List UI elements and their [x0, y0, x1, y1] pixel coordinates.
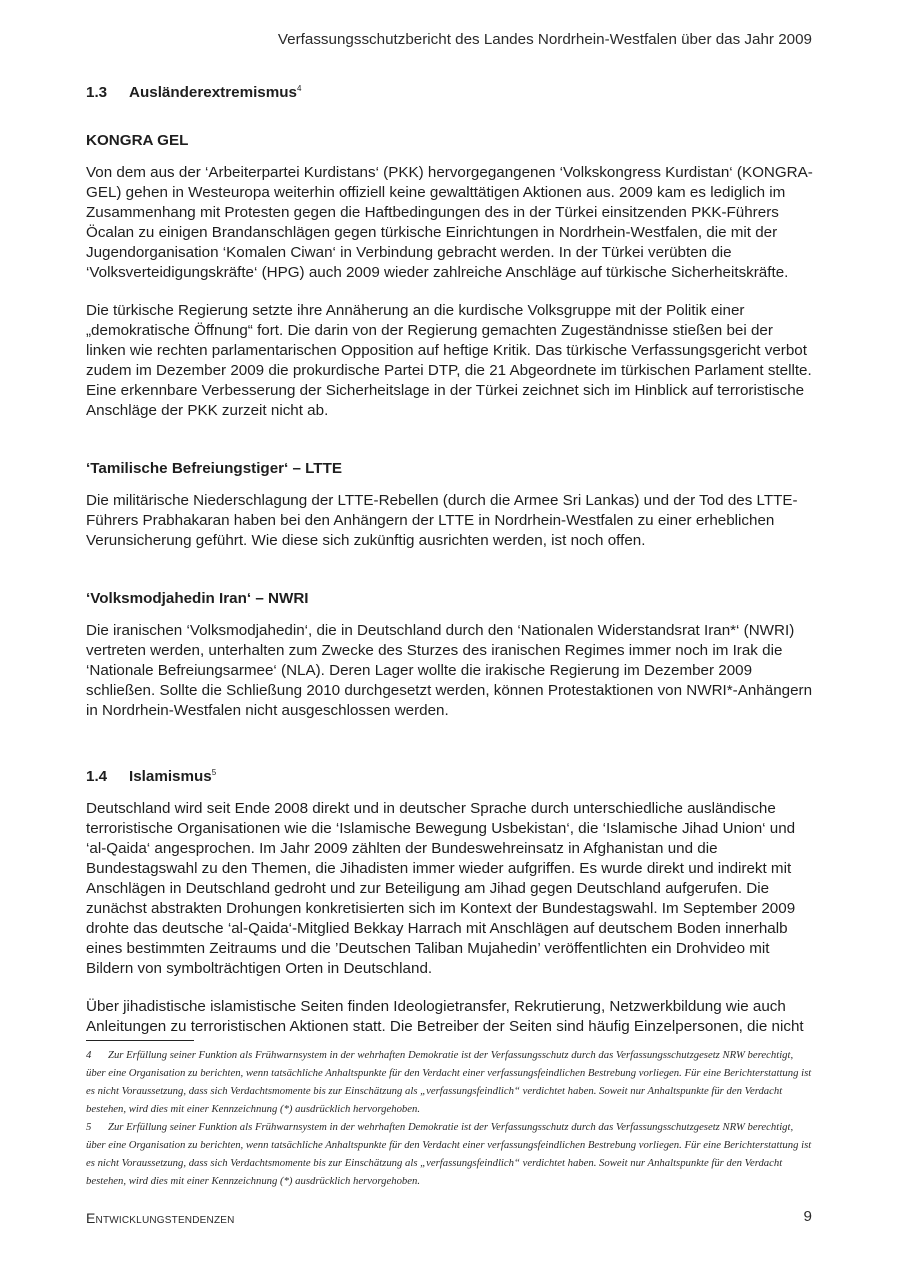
footnote-text: Zur Erfüllung seiner Funktion als Frühwarnsystem in der wehrhaften Demokratie ist der Verfassungsschutz durch das Verfassungsschutzgesetz NRW berechtigt, über eine Organisation zu berichten, wenn tatsächliche Anhaltspunkte für den Verdacht einer verfassungsfeindlichen Bestrebung vorliegen. Für eine Berichterstattung ist es nicht Voraussetzung, dass sich Verdachtsmomente bis zur Einschätzung als „verfassungsfeindlich“ verdichtet haben. Soweit nur Anhaltspunkte für den Verdacht bestehen, wird dies mit einer Kennzeichnung (*) ausdrücklich hervorgehoben. [86, 1049, 812, 1115]
footnote-number: 5 [86, 1121, 92, 1133]
heading-kongra-gel: KONGRA GEL [86, 132, 189, 149]
footnote-ref-5[interactable]: 5 [211, 767, 217, 777]
heading-nwri: ‘Volksmodjahedin Iran‘ – NWRI [86, 590, 309, 607]
running-header: Verfassungsschutzbericht des Landes Nordrhein-Westfalen über das Jahr 2009 [277, 31, 812, 48]
section-heading-1-3 [86, 83, 814, 103]
section-number: 1.3 [86, 84, 108, 101]
footnote-number: 4 [86, 1049, 92, 1061]
footnote-5 [86, 1118, 814, 1190]
section-heading-1-4 [86, 767, 814, 787]
paragraph-kongra-2: Die türkische Regierung setzte ihre Annäherung an die kurdische Volksgruppe mit der Politik einer „demokratische Öffnung“ fort. Die darin von der Regierung gemachten Zugeständnisse stießen bei der linken wie rechten parlamentarischen Opposition auf heftige Kritik. Das türkische Verfassungsgericht verbot zudem im Dezember 2009 die prokurdische Partei DTP, die 21 Abgeordnete im türkischen Parlament stellte. Eine erkennbare Verbesserung der Sicherheitslage in der Türkei zeichnet sich im Hinblick auf terroristische Anschläge der PKK zurzeit nicht ab. [86, 302, 812, 419]
paragraph-islamismus-2: Über jihadistische islamistische Seiten finden Ideologietransfer, Rekrutierung, Netzwerkbildung wie auch Anleitungen zu terroristischen Aktionen statt. Die Betreiber der Seiten sind häufig Einzelpersonen, die nicht [86, 998, 804, 1035]
footnote-divider [86, 1040, 194, 1041]
paragraph-ltte: Die militärische Niederschlagung der LTTE-Rebellen (durch die Armee Sri Lankas) und der Tod des LTTE-Führers Prabhakaran haben bei den Anhängern der LTTE in Nordrhein-Westfalen zu einer erheblichen Verunsicherung geführt. Wie diese sich zukünftig ausrichten werden, ist noch offen. [86, 492, 798, 549]
paragraph-kongra-1: Von dem aus der ‘Arbeiterpartei Kurdistans‘ (PKK) hervorgegangenen ‘Volkskongress Kurdistan‘ (KONGRA-GEL) gehen in Westeuropa weiterhin offiziell keine gewalttätigen Aktionen aus. 2009 kam es lediglich im Zusammenhang mit Protesten gegen die Haftbedingungen des in der Türkei einsitzenden PKK-Führers Öcalan zu einigen Brandanschlägen gegen türkische Einrichtungen in Nordrhein-Westfalen, die mit der Jugendorganisation ‘Komalen Ciwan‘ in Verbindung gebracht werden. In der Türkei verübten die ‘Volksverteidigungskräfte‘ (HPG) auch 2009 wieder zahlreiche Anschläge auf türkische Sicherheitskräfte. [86, 164, 813, 281]
page-number: 9 [803, 1208, 812, 1225]
footnote-4 [86, 1046, 814, 1118]
footnotes [86, 1046, 814, 1190]
footer-chapter-title: Entwicklungstendenzen [86, 1210, 235, 1226]
paragraph-nwri: Die iranischen ‘Volksmodjahedin‘, die in Deutschland durch den ‘Nationalen Widerstandsrat Iran*‘ (NWRI) vertreten werden, unterhalten zum Zwecke des Sturzes des iranischen Regimes immer noch im Irak die ‘Nationale Befreiungsarmee‘ (NLA). Deren Lager wollte die irakische Regierung im Dezember 2009 schließen. Sollte die Schließung 2010 durchgesetzt werden, können Protestaktionen von NWRI*-Anhängern in Nordrhein-Westfalen nicht ausgeschlossen werden. [86, 622, 813, 719]
section-title: Islamismus [129, 768, 212, 785]
page-content [86, 80, 814, 1037]
footnote-ref-4[interactable]: 4 [296, 83, 302, 93]
section-number: 1.4 [86, 768, 108, 785]
footnote-text: Zur Erfüllung seiner Funktion als Frühwarnsystem in der wehrhaften Demokratie ist der Verfassungsschutz durch das Verfassungsschutzgesetz NRW berechtigt, über eine Organisation zu berichten, wenn tatsächliche Anhaltspunkte für den Verdacht einer verfassungsfeindlichen Bestrebung vorliegen. Für eine Berichterstattung ist es nicht Voraussetzung, dass sich Verdachtsmomente bis zur Einschätzung als „verfassungsfeindlich“ verdichtet haben. Soweit nur Anhaltspunkte für den Verdacht bestehen, wird dies mit einer Kennzeichnung (*) ausdrücklich hervorgehoben. [86, 1121, 812, 1187]
heading-ltte: ‘Tamilische Befreiungstiger‘ – LTTE [86, 460, 342, 477]
paragraph-islamismus-1: Deutschland wird seit Ende 2008 direkt und in deutscher Sprache durch unterschiedliche ausländische terroristische Organisationen wie die ‘Islamische Bewegung Usbekistan‘, die ‘Islamische Jihad Union‘ und ‘al-Qaida‘ angesprochen. Im Jahr 2009 zählten der Bundeswehreinsatz in Afghanistan und die Bundestagswahl zu den Themen, die Jihadisten immer wieder aufgriffen. Es wurde direkt und indirekt mit Anschlägen in Deutschland gedroht und zur Beteiligung am Jihad gegen Deutschland aufgerufen. Die zunächst abstrakten Drohungen konkretisierten sich im Kontext der Bundestagswahl. Im September 2009 drohte das deutsche ‘al-Qaida‘-Mitglied Bekkay Harrach mit Anschlägen auf deutschem Boden innerhalb eines bestimmten Zeitraums und die ’Deutschen Taliban Mujahedin’ veröffentlichten ein Drohvideo mit Bildern von symbolträchtigen Orten in Deutschland. [86, 800, 796, 977]
section-title: Ausländerextremismus [129, 84, 297, 101]
